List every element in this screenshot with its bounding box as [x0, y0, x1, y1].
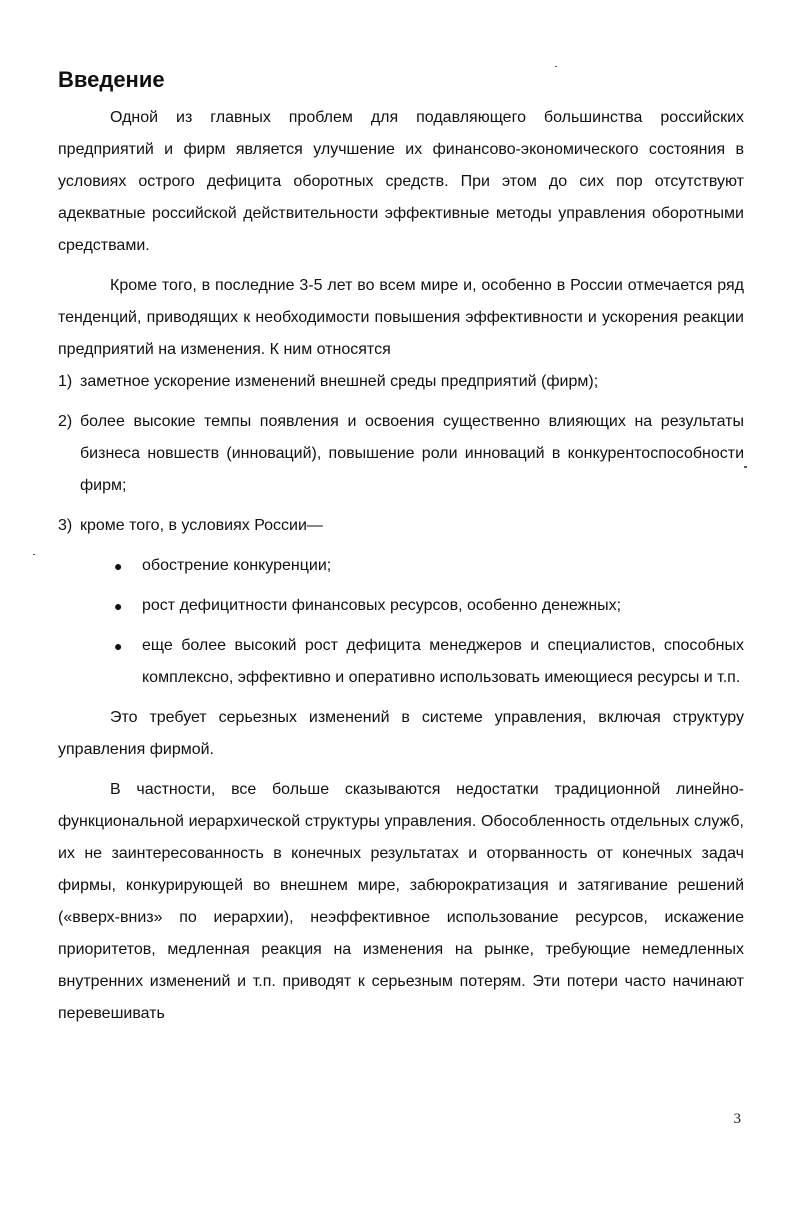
bullet-icon: ●	[114, 598, 123, 614]
scan-speck	[744, 466, 747, 468]
item-number: 1)	[58, 373, 73, 390]
body-text	[58, 102, 744, 1030]
bullet-item-finance	[58, 590, 744, 622]
item-number: 3)	[58, 517, 73, 534]
scan-speck	[33, 554, 35, 555]
bullet-icon: ●	[114, 638, 123, 654]
page-title: Введение	[58, 67, 165, 92]
paragraph-drawbacks: В частности, все больше сказываются недостатки традиционной линейно-функциональной иерархической структуры управления. Обособленность отдельных служб, их не заинтересованность в конечных результатах и оторванность от конечных задач фирмы, конкурирующей во внешнем мире, забюрократизация и затягивание решений («вверх-вниз» по иерархии), неэффективное использование ресурсов, искажение приоритетов, медленная реакция на изменения на рынке, требующие немедленных внутренних изменений и т.п. приводят к серьезным потерям. Эти потери часто начинают перевешивать	[58, 781, 744, 1022]
paragraph-requirement: Это требует серьезных изменений в системе управления, включая структуру управления фирмой.	[58, 709, 744, 758]
item-text: кроме того, в условиях России—	[80, 517, 323, 534]
scan-speck	[555, 66, 557, 67]
numbered-item-1	[58, 366, 744, 398]
paragraph-trends: Кроме того, в последние 3-5 лет во всем мире и, особенно в России отмечается ряд тенденций, приводящих к необходимости повышения эффективности и ускорения реакции предприятий на изменения. К ним относятся	[58, 277, 744, 358]
item-number: 2)	[58, 413, 73, 430]
bullet-icon: ●	[114, 558, 123, 574]
bullet-item-competition	[58, 550, 744, 582]
bullet-text: обострение конкуренции;	[142, 557, 332, 574]
bullet-text: рост дефицитности финансовых ресурсов, особенно денежных;	[142, 597, 622, 614]
bullet-item-managers	[58, 630, 744, 694]
bullet-text: еще более высокий рост дефицита менеджеров и специалистов, способных комплексно, эффективно и оперативно использовать имеющиеся ресурсы и т.п.	[142, 637, 744, 686]
numbered-item-2	[58, 406, 744, 502]
item-text: заметное ускорение изменений внешней среды предприятий (фирм);	[80, 373, 599, 390]
page-number: 3	[733, 1111, 741, 1127]
paragraph-intro: Одной из главных проблем для подавляющего большинства российских предприятий и фирм является улучшение их финансово-экономического состояния в условиях острого дефицита оборотных средств. При этом до сих пор отсутствуют адекватные российской действительности эффективные методы управления оборотными средствами.	[58, 109, 744, 254]
item-text: более высокие темпы появления и освоения существенно влияющих на результаты бизнеса новшеств (инноваций), повышение роли инноваций в конкурентоспособности фирм;	[80, 413, 744, 494]
numbered-item-3	[58, 510, 744, 542]
bullet-list	[58, 550, 744, 694]
